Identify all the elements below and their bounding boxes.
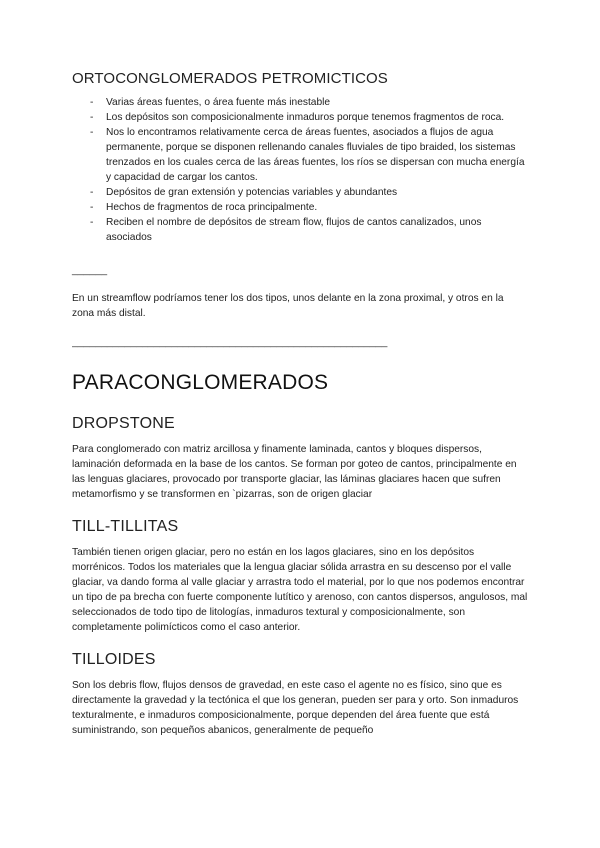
list-item-text: Depósitos de gran extensión y potencias variables y abundantes	[106, 187, 398, 198]
dash-marker: -	[90, 97, 94, 108]
list-item	[72, 200, 528, 215]
list-item-text: Hechos de fragmentos de roca principalmente.	[106, 202, 318, 213]
list-item	[72, 215, 528, 245]
tilloides-heading: TILLOIDES	[72, 651, 156, 668]
list-item	[72, 125, 528, 185]
list-item-text: Reciben el nombre de depósitos de stream flow, flujos de cantos canalizados, unos asociados	[106, 217, 482, 243]
list-item	[72, 185, 528, 200]
ortoconglomerados-list	[72, 95, 528, 245]
streamflow-paragraph: En un streamflow podríamos tener los dos tipos, unos delante en la zona proximal, y otros en la zona más distal.	[72, 293, 504, 319]
list-item-text: Varias áreas fuentes, o área fuente más inestable	[106, 97, 331, 108]
list-item-text: Nos lo encontramos relativamente cerca de áreas fuentes, asociados a flujos de agua permanente, porque se disponen rellenando canales fluviales de tipo braided, los sistemas trenzados en los cuales cerca de las áreas fuentes, los ríos se dispersan con mucha energía y capacidad de cargar los cantos.	[106, 127, 525, 183]
list-item-text: Los depósitos son composicionalmente inmaduros porque tenemos fragmentos de roca.	[106, 112, 505, 123]
dash-marker: -	[90, 112, 94, 123]
short-divider: ______	[72, 264, 108, 276]
dash-marker: -	[90, 127, 94, 138]
paraconglomerados-heading: PARACONGLOMERADOS	[72, 371, 329, 394]
tilloides-paragraph: Son los debris flow, flujos densos de gravedad, en este caso el agente no es físico, sino que es directamente la gravedad y la tectónica el que los generan, pueden ser para y orto. Son inmaduros texturalmente, e inmaduros composicionalmente, porque dependen del área fuente que está suministrando, son pequeños abanicos, generalmente de pequeño	[72, 680, 519, 736]
till-tillitas-heading: TILL-TILLITAS	[72, 518, 179, 535]
dash-marker: -	[90, 187, 94, 198]
document-page	[72, 70, 528, 738]
dash-marker: -	[90, 202, 94, 213]
ortoconglomerados-heading: ORTOCONGLOMERADOS PETROMICTICOS	[72, 70, 388, 87]
long-divider: ______________________________________________________	[72, 336, 388, 348]
dropstone-paragraph: Para conglomerado con matriz arcillosa y finamente laminada, cantos y bloques dispersos, laminación deformada en la base de los cantos. Se forman por goteo de cantos, principalmente en las lenguas glaciares, provocado por transporte glaciar, las láminas glaciares hacen que sufren metamorfismo y se transformen en `pizarras, son de origen glaciar	[72, 444, 517, 500]
till-tillitas-paragraph: También tienen origen glaciar, pero no están en los lagos glaciares, sino en los depósitos morrénicos. Todos los materiales que la lengua glaciar sólida arrastra en su descenso por el valle glaciar, va dando forma al valle glaciar y arrastra todo el material, por lo que nos podemos encontrar un tipo de pa brecha con fuerte componente lutítico y arenoso, con cantos dispersos, angulosos, mal seleccionados de todo tipo de litologías, inmaduros textural y composicionalmente, son completamente polimícticos como el caso anterior.	[72, 547, 528, 633]
dropstone-heading: DROPSTONE	[72, 415, 175, 432]
list-item	[72, 95, 528, 110]
list-item	[72, 110, 528, 125]
dash-marker: -	[90, 217, 94, 228]
